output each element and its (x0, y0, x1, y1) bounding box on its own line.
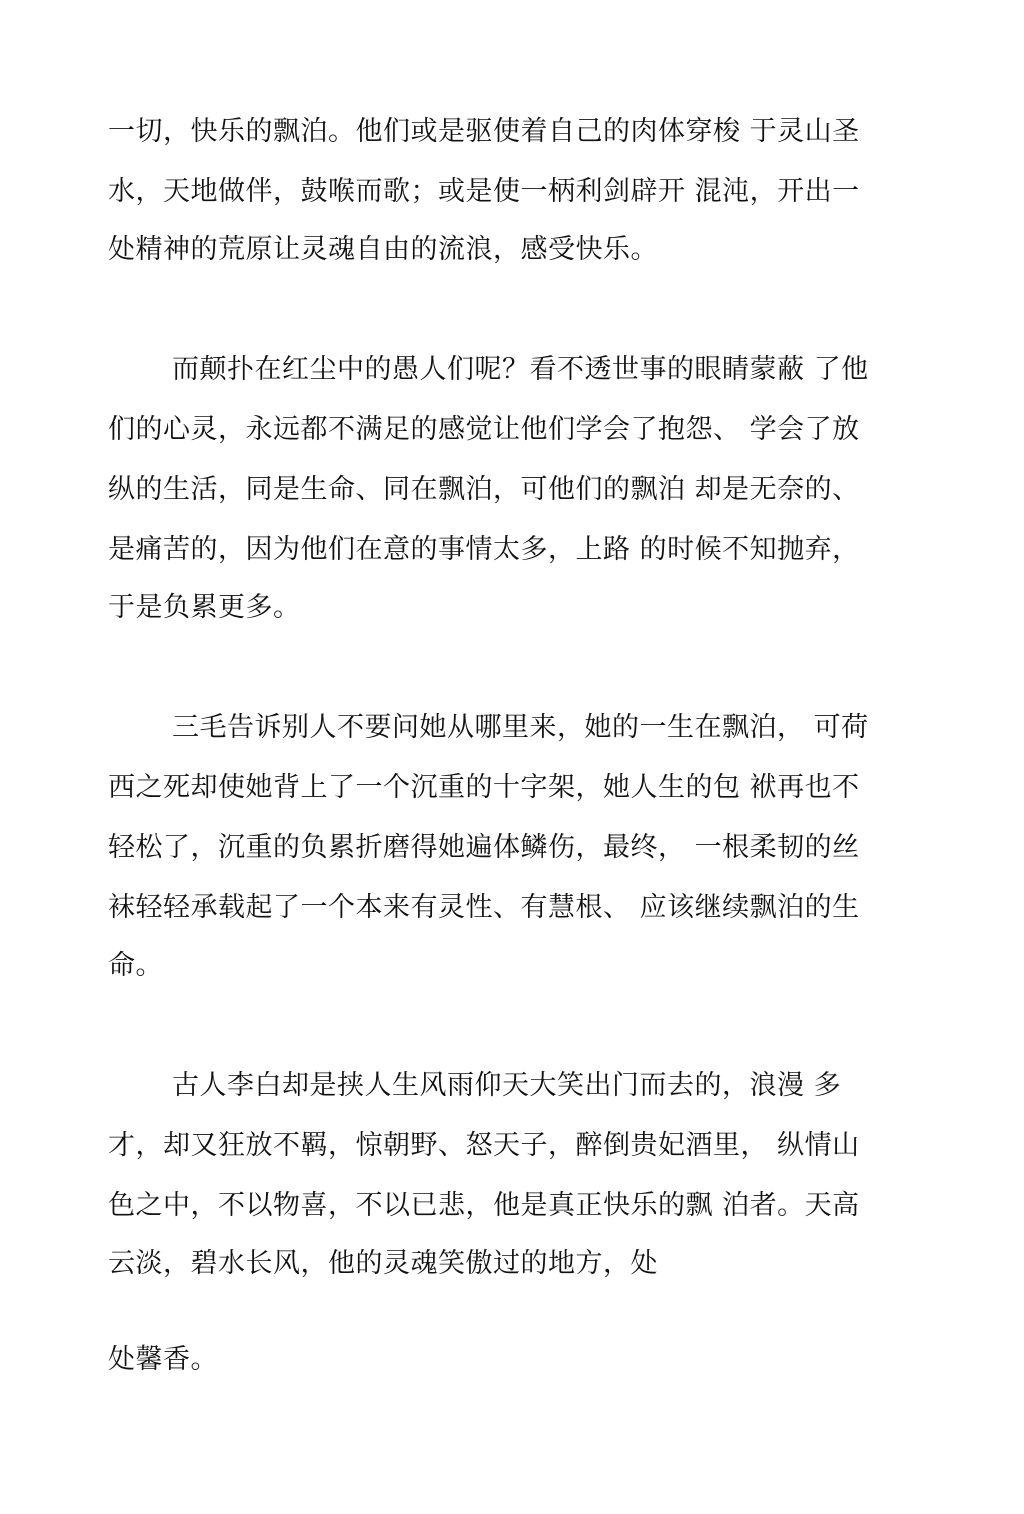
paragraph-2-line-3: 纵的生活，同是生命、同在飘泊，可他们的飘泊 却是无奈的、 (108, 474, 860, 505)
paragraph-3-line-2: 西之死却使她背上了一个沉重的十字架，她人生的包 袱再也不 (108, 772, 860, 803)
paragraph-2-line-5: 于是负累更多。 (108, 592, 301, 623)
paragraph-2-line-1: 而颠扑在红尘中的愚人们呢？看不透世事的眼睛蒙蔽 了他 (172, 354, 869, 385)
paragraph-1-line-2: 水，天地做伴，鼓喉而歌；或是使一柄利剑辟开 混沌，开出一 (108, 176, 860, 207)
paragraph-3-line-5: 命。 (108, 950, 163, 981)
paragraph-4-line-2: 才，却又狂放不羁，惊朝野、怒天子，醉倒贵妃酒里， 纵情山 (108, 1130, 860, 1161)
paragraph-3-line-1: 三毛告诉别人不要问她从哪里来，她的一生在飘泊， 可荷 (172, 712, 869, 743)
paragraph-2-line-4: 是痛苦的，因为他们在意的事情太多，上路 的时候不知抛弃， (108, 534, 860, 565)
paragraph-4-line-1: 古人李白却是挟人生风雨仰天大笑出门而去的，浪漫 多 (172, 1070, 842, 1101)
paragraph-2-line-2: 们的心灵，永远都不满足的感觉让他们学会了抱怨、 学会了放 (108, 414, 860, 445)
paragraph-4-line-3: 色之中，不以物喜，不以已悲，他是真正快乐的飘 泊者。天高 (108, 1190, 860, 1221)
paragraph-1-line-1: 一切，快乐的飘泊。他们或是驱使着自己的肉体穿梭 于灵山圣 (108, 116, 860, 147)
paragraph-4-line-4: 云淡，碧水长风，他的灵魂笑傲过的地方，处 (108, 1248, 658, 1279)
paragraph-3-line-4: 袜轻轻承载起了一个本来有灵性、有慧根、 应该继续飘泊的生 (108, 892, 860, 923)
paragraph-5-line-1: 处馨香。 (108, 1344, 218, 1375)
paragraph-3-line-3: 轻松了，沉重的负累折磨得她遍体鳞伤，最终， 一根柔韧的丝 (108, 832, 860, 863)
paragraph-1-line-3: 处精神的荒原让灵魂自由的流浪，感受快乐。 (108, 234, 658, 265)
